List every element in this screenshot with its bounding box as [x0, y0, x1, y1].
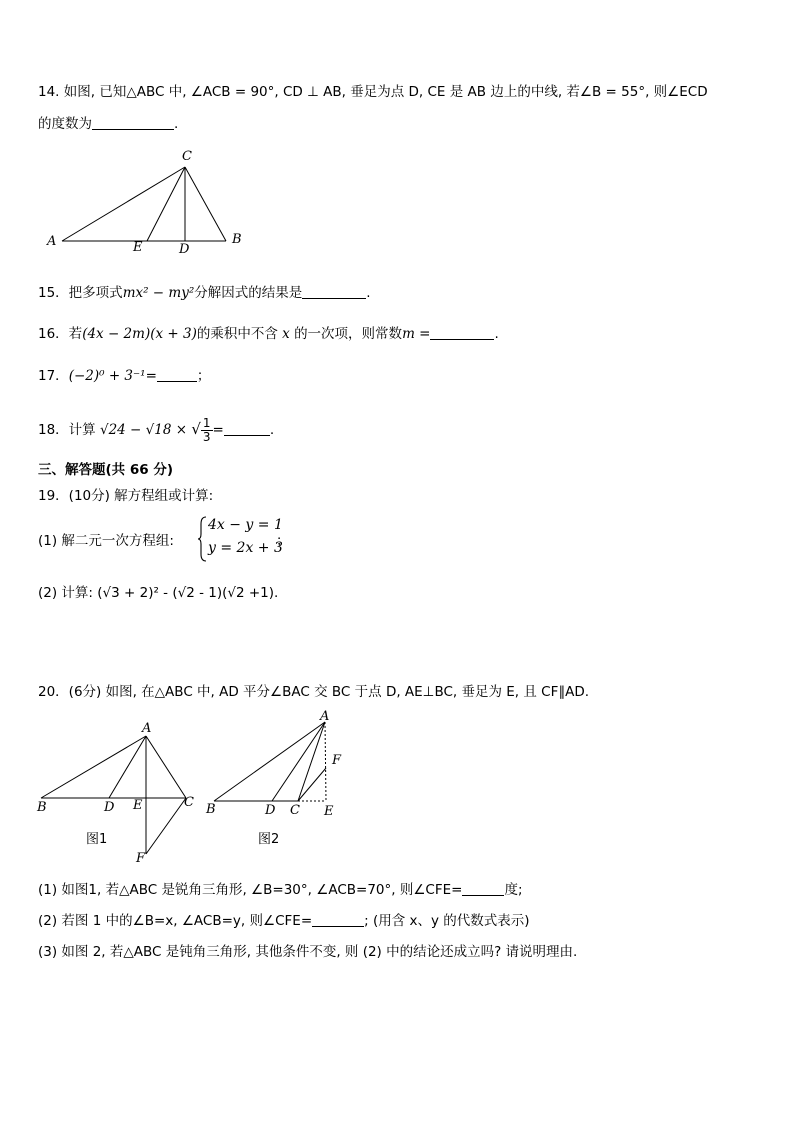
svg-text:B: B: [206, 802, 216, 817]
fig1-caption: 图1: [86, 832, 108, 847]
q17-answer-blank: [157, 367, 197, 382]
label-e: E: [133, 240, 143, 255]
q15-answer-blank: [302, 284, 366, 299]
q15-expression: mx² − my²: [122, 285, 195, 301]
label-c: C: [182, 149, 192, 164]
svg-text:E: E: [324, 804, 334, 819]
label-d: D: [179, 242, 190, 257]
equation-2: y = 2x + 3: [208, 540, 283, 556]
fig2-caption: 图2: [258, 832, 280, 847]
svg-text:A: A: [320, 709, 330, 724]
q15: 15．把多项式mx² − my²分解因式的结果是 .: [38, 285, 371, 301]
svg-text:A: A: [142, 721, 152, 736]
svg-text:E: E: [133, 798, 143, 813]
segment-bc: [185, 167, 226, 241]
q20-head: 20．(6分) 如图, 在△ABC 中, AD 平分∠BAC 交 BC 于点 D, AE⊥BC, 垂足为 E, 且 CF∥AD.: [38, 684, 590, 700]
label-a: A: [47, 234, 57, 249]
q20-sub3: (3) 如图 2, 若△ABC 是钝角三角形, 其他条件不变, 则 (2) 中的结论还成立吗? 请说明理由.: [38, 944, 578, 960]
q20-figure-2: [204, 708, 354, 853]
svg-text:D: D: [265, 803, 276, 818]
q18: 18．计算 √24 − √18 × √ $\frac{1}{3}$ = .: [38, 415, 275, 444]
svg-text:F: F: [136, 851, 146, 866]
q20-sub2-blank: [312, 912, 364, 927]
q20-figure-1: [36, 716, 206, 866]
q18-answer-blank: [224, 421, 270, 436]
q20-sub2: (2) 若图 1 中的∠B=x, ∠ACB=y, 则∠CFE= ; (用含 x、y 的代数式表示): [38, 913, 530, 929]
q19-equation-system: [198, 516, 288, 562]
svg-text:C: C: [290, 803, 300, 818]
equation-1: 4x − y = 1: [208, 517, 283, 533]
q20-sub1: (1) 如图1, 若△ABC 是锐角三角形, ∠B=30°, ∠ACB=70°, 则∠CFE= 度;: [38, 882, 523, 898]
brace-icon: [198, 516, 208, 562]
q16-expression: (4x − 2m)(x + 3): [82, 326, 197, 342]
svg-text:B: B: [37, 800, 47, 815]
q17-expression: (−2)⁰ + 3⁻¹: [68, 368, 146, 384]
q18-fraction: $\frac{1}{3}$: [202, 415, 211, 444]
section-title: 三、解答题(共 66 分): [38, 462, 174, 478]
q16-answer-blank: [430, 325, 494, 340]
q17: 17．(−2)⁰ + 3⁻¹= ；: [38, 368, 211, 384]
q19-head: 19．(10分) 解方程组或计算:: [38, 488, 214, 504]
q18-expression: √24 − √18 ×: [99, 422, 188, 438]
q19-part2: (2) 计算: (√3 + 2)² - (√2 - 1)(√2 +1).: [38, 585, 279, 601]
label-b: B: [232, 232, 242, 247]
q20-sub1-blank: [462, 881, 504, 896]
svg-text:F: F: [332, 753, 342, 768]
q16: 16．若(4x − 2m)(x + 3)的乘积中不含 x 的一次项，则常数m = .: [38, 326, 499, 342]
q14-figure: [40, 145, 260, 260]
svg-text:C: C: [184, 795, 194, 810]
q14-line2: 的度数为 .: [38, 116, 179, 132]
q19-part1: (1) 解二元一次方程组:: [38, 533, 174, 549]
q14-line1: 14. 如图, 已知△ABC 中, ∠ACB = 90°, CD ⊥ AB, 垂足为点 D, CE 是 AB 边上的中线, 若∠B = 55°, 则∠ECD: [38, 84, 708, 100]
q14-prompt: 的度数为: [38, 116, 92, 132]
q14-answer-blank: [92, 115, 174, 130]
svg-text:D: D: [104, 800, 115, 815]
